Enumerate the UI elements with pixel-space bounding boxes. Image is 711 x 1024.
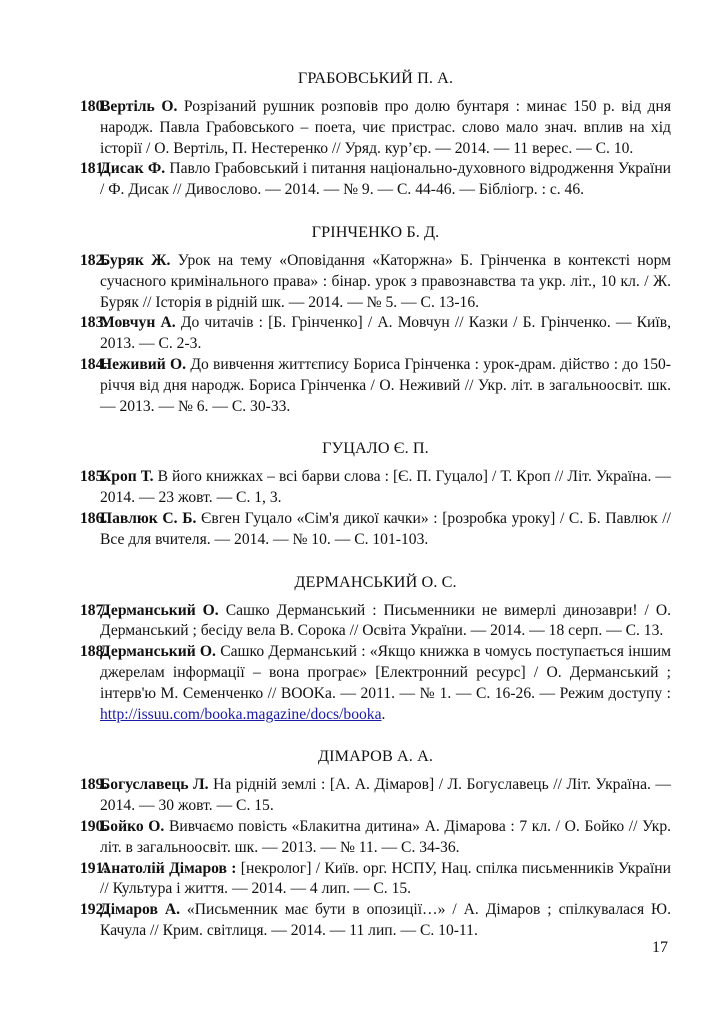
entry-number: 183. [80, 314, 108, 332]
entry-text: Євген Гуцало «Сім'я дикої качки» : [розробка уроку] / С. Б. Павлюк // Все для вчителя. — 2014. — № 10. — С. 101-103. [100, 509, 671, 548]
bibliography-entry [80, 313, 671, 355]
entry-number: 181. [80, 160, 108, 178]
bibliography-entry [80, 97, 671, 159]
entry-author: Дерманський О. [100, 643, 216, 661]
entry-number: 186. [80, 509, 108, 527]
entry-text: В його книжках – всі барви слова : [Є. П. Гуцало] / Т. Кроп // Літ. Україна. — 2014. — 23 жовт. — С. 1, 3. [100, 468, 671, 507]
entry-text: Розрізаний рушник розповів про долю бунтаря : минає 150 р. від дня народж. Павла Грабовського – поета, чиє пристрас. слово мало знач. вплив на хід історії / О. Вертіль, П. Нестеренко // Уряд. кур’єр. — 2014. — 11 верес. — С. 10. [100, 98, 672, 157]
section-heading: ДЕРМАНСЬКИЙ О. С. [294, 572, 457, 591]
bibliography-entry [80, 817, 671, 859]
bibliography-entry [80, 775, 671, 817]
entry-author: Кроп Т. [100, 468, 154, 486]
entry-author: Павлюк С. Б. [100, 509, 197, 527]
entry-text-end: . [381, 705, 386, 723]
bibliography-entry [80, 159, 671, 201]
bibliography-entry [80, 900, 671, 942]
entry-text: На рідній землі : [А. А. Дімаров] / Л. Богуславець // Літ. Україна. — 2014. — 30 жовт. — С. 15. [100, 776, 672, 815]
section-heading: ГУЦАЛО Є. П. [322, 439, 429, 458]
bibliography-entry [80, 467, 671, 509]
issuu-link[interactable]: http://issuu.com/booka.magazine/docs/booka [100, 705, 382, 723]
section-dimarov [80, 746, 671, 941]
bibliography-content [80, 68, 671, 963]
entry-author: Дерманський О. [100, 601, 219, 619]
entry-number: 180. [80, 98, 108, 115]
entry-text: Урок на тему «Оповідання «Каторжна» Б. Грінченка в контексті норм сучасного кримінального права» : бінар. урок з правознавства та укр. літ., 10 кл. / Ж. Буряк // Історія в рідній шк. — 2014. — № 5. — С. 13-16. [100, 251, 671, 311]
entry-number: 184. [80, 355, 108, 373]
entry-author: Дімаров А. [100, 901, 180, 919]
entry-author: Богуславець Л. [100, 776, 209, 794]
section-heading: ГРАБОВСЬКИЙ П. А. [297, 69, 454, 87]
entry-text: Сашко Дерманський : Письменники не вимерлі динозаври! / О. Дерманський ; бесіду вела В. Сорока // Освіта України. — 2014. — 18 серп. — С. 13. [100, 601, 672, 640]
entry-number: 187. [80, 601, 108, 619]
section-grinchenko [80, 222, 671, 417]
section-gutsalo [80, 438, 671, 550]
section-heading: ГРІНЧЕНКО Б. Д. [311, 222, 440, 241]
bibliography-entry [80, 642, 671, 725]
bibliography-entry [80, 509, 671, 551]
entry-author: Вертіль О. [100, 98, 178, 115]
bibliography-entry [80, 355, 671, 417]
entry-number: 182. [80, 251, 108, 269]
bibliography-entry [80, 251, 671, 313]
entry-text: До читачів : [Б. Грінченко] / А. Мовчун // Казки / Б. Грінченко. — Київ, 2013. — С. 2-3. [100, 314, 671, 353]
entry-number: 190. [80, 817, 108, 835]
section-dermanskyi [80, 572, 671, 726]
entry-author: Дисак Ф. [100, 160, 166, 178]
entry-text: До вивчення життєпису Бориса Грінченка : урок-драм. дійство : до 150-річчя від дня народж. Бориса Грінченка / О. Неживий // Укр. літ. в загальноосвіт. шк. — 2013. — № 6. — С. 30-33. [100, 355, 671, 415]
entry-number: 189. [80, 776, 108, 794]
entry-text: «Письменник має бути в опозиції…» / А. Дімаров ; спілкувалася Ю. Качула // Крим. світлиця. — 2014. — 11 лип. — С. 10-11. [100, 901, 671, 939]
entry-text: [некролог] / Київ. орг. НСПУ, Нац. спілка письменників України // Культура і життя. — 2014. — 4 лип. — С. 15. [100, 859, 672, 898]
bibliography-entry [80, 601, 671, 643]
section-grabovskyi [80, 68, 671, 201]
page-number: 17 [652, 939, 668, 956]
entry-author: Неживий О. [100, 355, 187, 373]
section-heading: ДІМАРОВ А. А. [317, 747, 434, 766]
entry-author: Анатолій Дімаров : [100, 859, 237, 877]
entry-number: 185. [80, 468, 108, 486]
entry-text: Вивчаємо повість «Блакитна дитина» А. Дімарова : 7 кл. / О. Бойко // Укр. літ. в загальноосвіт. шк. — 2013. — № 11. — С. 34-36. [100, 817, 672, 856]
entry-author: Мовчун А. [100, 314, 176, 332]
entry-text: Сашко Дерманський : «Якщо книжка в чомусь поступається іншим джерелам інформації – вона програє» [Електронний ресурс] / О. Дерманський ; інтерв'ю М. Семенченко // BOOKa. — 2011. — № 1. — С. 16-26. — Режим доступу : [100, 643, 672, 702]
entry-author: Бойко О. [100, 817, 165, 835]
entry-number: 188. [80, 643, 108, 661]
bibliography-entry [80, 859, 671, 901]
entry-text: Павло Грабовський і питання національно-духовного відродження України / Ф. Дисак // Дивослово. — 2014. — № 9. — С. 44-46. — Бібліогр. : с. 46. [100, 160, 672, 199]
entry-author: Буряк Ж. [100, 251, 171, 269]
entry-number: 192. [80, 901, 108, 919]
entry-number: 191. [80, 859, 108, 877]
